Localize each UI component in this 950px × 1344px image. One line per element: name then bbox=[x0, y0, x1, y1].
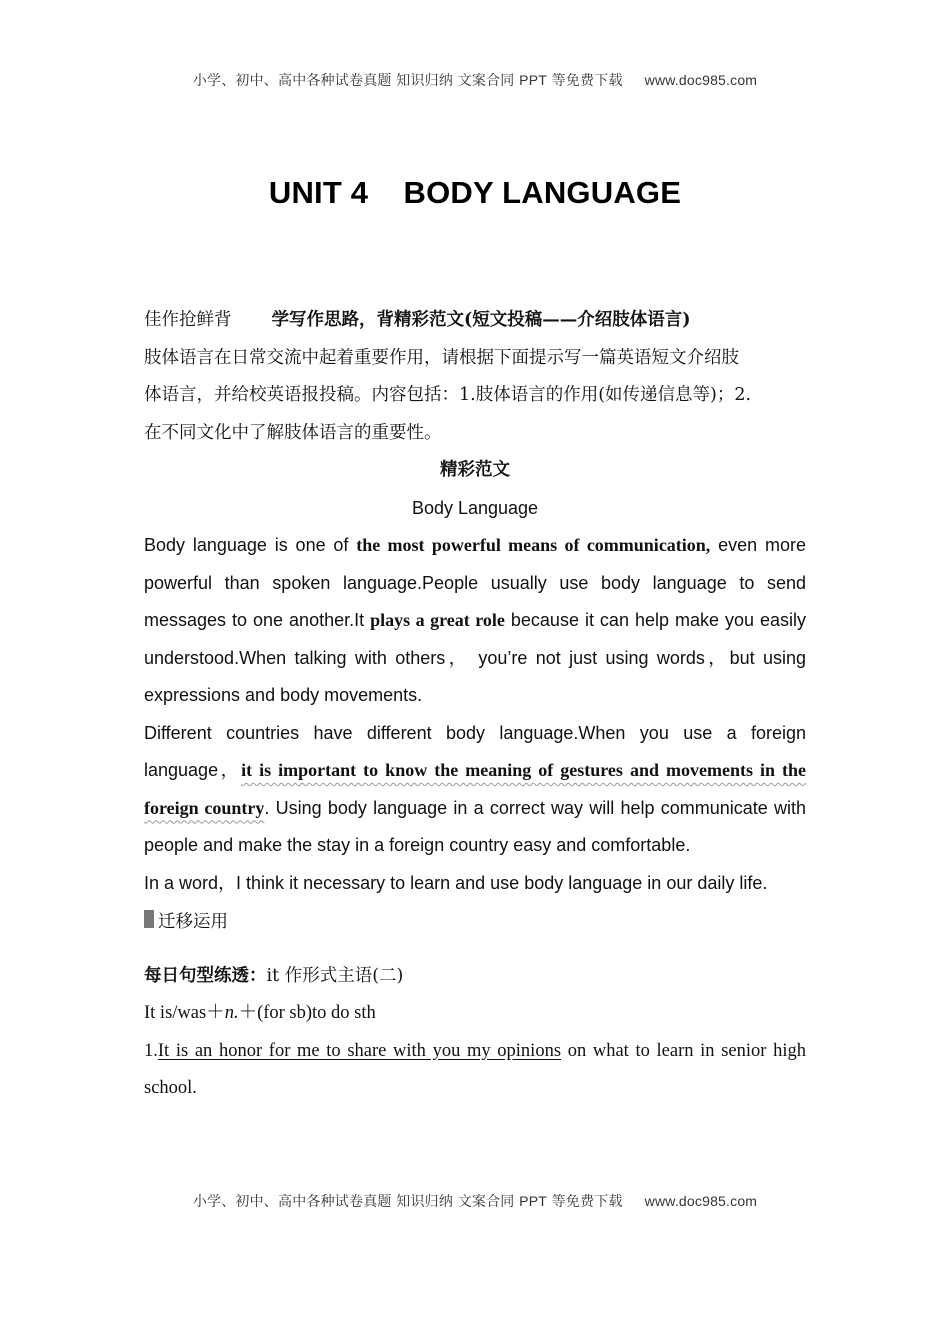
section-subheading: 学写作思路，背精彩范文(短文投稿——介绍肢体语言) bbox=[271, 310, 691, 330]
practice-heading-bold: 每日句型练透： bbox=[144, 965, 267, 986]
section-heading-1 bbox=[144, 302, 806, 340]
item1-rest: on what to learn in senior high school. bbox=[144, 1040, 806, 1098]
prompt-line-2: 体语言，并给校英语报投稿。内容包括：1.肢体语言的作用(如传递信息等)；2. bbox=[144, 385, 752, 405]
p2-text-a: Different countries have different body language.When you use a foreign language， bbox=[144, 722, 806, 780]
essay-paragraph-2 bbox=[144, 715, 806, 865]
page-title: UNIT 4 BODY LANGUAGE bbox=[268, 175, 682, 210]
page-header bbox=[0, 70, 950, 90]
pattern-b: ＋(for sb)to do sth bbox=[238, 1003, 376, 1023]
essay-paragraph-3: In a word，I think it necessary to learn and use body language in our daily life. bbox=[144, 872, 768, 893]
prompt-line-1: 肢体语言在日常交流中起着重要作用，请根据下面提示写一篇英语短文介绍肢 bbox=[144, 347, 739, 368]
footer-site-link[interactable]: www.doc985.com bbox=[644, 1193, 758, 1209]
item1-number: 1. bbox=[144, 1040, 158, 1061]
p2-key-sentence: it is important to know the meaning of gestures and movements in the foreign country bbox=[144, 760, 807, 818]
footer-text: 小学、初中、高中各种试卷真题 知识归纳 文案合同 bbox=[192, 1194, 520, 1210]
prompt-line-3: 在不同文化中了解肢体语言的重要性。 bbox=[144, 422, 442, 443]
p1-bold-phrase-1: the most powerful means of communication, bbox=[356, 535, 711, 555]
footer-ppt: PPT bbox=[519, 1193, 547, 1209]
p1-text-e: because it can help make you easily understood.When talking with others， you’re not just using words，but using expressions and body movements. bbox=[144, 610, 806, 705]
p2-text-c: . Using body language in a correct way will help communicate with people and make the stay in a foreign country easy and comfortable. bbox=[144, 797, 806, 855]
essay-paragraph-1 bbox=[144, 527, 806, 715]
section-heading-2 bbox=[144, 904, 806, 942]
pattern-a: It is/was＋ bbox=[144, 1003, 225, 1023]
p1-bold-phrase-2: plays a great role bbox=[370, 610, 505, 630]
p1-text-a: Body language is one of bbox=[144, 535, 357, 555]
header-after: 等免费下载 bbox=[547, 73, 623, 89]
footer-after: 等免费下载 bbox=[547, 1194, 623, 1210]
page-footer bbox=[0, 1191, 950, 1211]
header-site-link[interactable]: www.doc985.com bbox=[644, 72, 758, 88]
header-text: 小学、初中、高中各种试卷真题 知识归纳 文案合同 bbox=[192, 73, 520, 89]
section-label: 佳作抢鲜背 bbox=[144, 310, 232, 330]
item1-underlined: It is an honor for me to share with you my opinions bbox=[157, 1040, 562, 1061]
section2-label: 迁移运用 bbox=[158, 912, 228, 932]
sentence-pattern bbox=[144, 995, 806, 1033]
practice-item-1 bbox=[144, 1033, 806, 1108]
practice-heading bbox=[144, 958, 806, 996]
header-ppt: PPT bbox=[519, 72, 547, 88]
pattern-n: n. bbox=[224, 1003, 239, 1023]
section-marker-icon bbox=[144, 910, 154, 928]
essay-label: 精彩范文 bbox=[440, 460, 510, 480]
practice-heading-rest: it 作形式主语(二) bbox=[266, 965, 404, 986]
essay-title: Body Language bbox=[411, 497, 539, 518]
main-content bbox=[144, 302, 806, 1108]
p1-text-c: even more powerful than spoken language.People usually use body language to send messages to one another.It bbox=[144, 535, 806, 630]
